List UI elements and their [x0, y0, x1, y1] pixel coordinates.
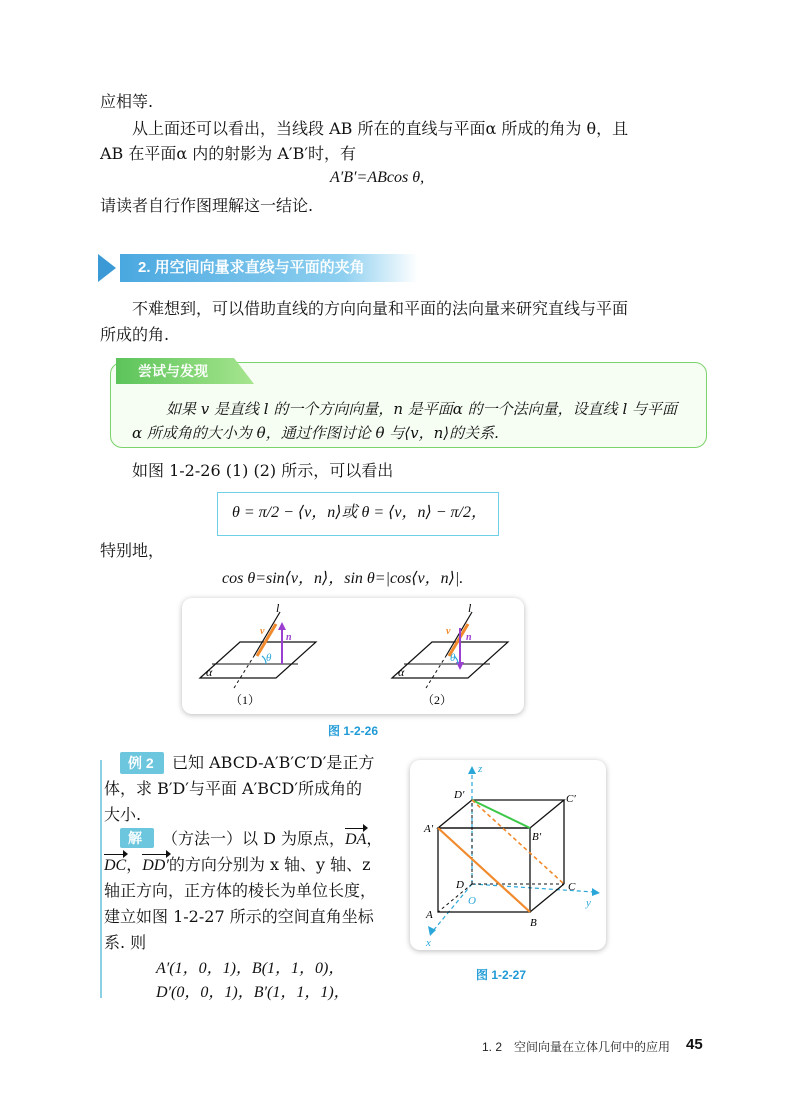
vector-DC: DC: [104, 853, 126, 879]
subfigure-2: [392, 601, 508, 707]
label-B1: B′: [532, 831, 542, 843]
text-line: [162, 826, 382, 853]
coordinates-line: A′(1，0，1)，B(1，1，0)，: [156, 960, 345, 977]
figure-1-2-26: [182, 598, 524, 714]
text-line: 系. 则: [104, 933, 147, 952]
vector-DA: DA: [345, 827, 366, 853]
label-O: O: [468, 895, 476, 907]
vector-n-arrowhead: [278, 622, 286, 630]
label-A: A: [426, 909, 433, 921]
text-line: 轴正方向，正方体的棱长为单位长度，: [104, 881, 377, 900]
label-C: C: [568, 881, 576, 893]
label-A1: A′: [424, 823, 434, 835]
figure-1-2-27: [410, 760, 606, 950]
y-axis-arrowhead: [592, 888, 600, 896]
banner-arrow-icon: [98, 254, 116, 282]
z-axis-arrowhead: [468, 766, 476, 774]
formula: cos θ=sin⟨v，n⟩，sin θ=|cos⟨v，n⟩|.: [222, 570, 464, 587]
label-alpha: α: [398, 665, 405, 679]
text-segment: ，: [126, 855, 143, 874]
text-segment: （方法一）以 D 为原点，: [162, 829, 346, 848]
text-line: α 所成角的大小为 θ，通过作图讨论 θ 与⟨v，n⟩的关系.: [132, 424, 499, 442]
text-line: 体，求 B′D′与平面 A′BCD′所成角的: [104, 779, 362, 798]
label-B: B: [530, 917, 537, 929]
subfigure-1: [200, 601, 316, 707]
label-theta: θ: [450, 652, 456, 664]
label-D1: D′: [454, 789, 465, 801]
text-line: 如果 v 是直线 l 的一个方向向量，n 是平面α 的一个法向量，设直线 l 与平面: [166, 400, 678, 418]
text-line: 建立如图 1-2-27 所示的空间直角坐标: [104, 907, 374, 926]
label-v: v: [446, 626, 451, 637]
subfigure-label: （1）: [230, 693, 261, 707]
example-side-rule: [100, 760, 102, 998]
y-axis: [472, 884, 594, 892]
solution-badge-label: 解: [128, 830, 142, 846]
label-n: n: [286, 632, 292, 643]
formula: A′B′=ABcos θ,: [330, 169, 425, 186]
label-alpha: α: [206, 665, 213, 679]
text-line: 不难想到，可以借助直线的方向向量和平面的法向量来研究直线与平面: [132, 299, 629, 318]
label-v: v: [260, 626, 265, 637]
segment-A1B: [438, 828, 530, 912]
text-line: 大小.: [104, 805, 142, 824]
label-l: l: [468, 601, 472, 615]
boxed-formula: θ = π/2 − ⟨v，n⟩或 θ = ⟨v，n⟩ − π/2，: [232, 504, 488, 521]
x-axis-arrowhead: [428, 926, 436, 936]
example-badge-label: 例 2: [128, 755, 154, 771]
figure-caption: 图 1-2-27: [476, 968, 527, 982]
label-n: n: [466, 632, 472, 643]
segment-D1B1: [472, 800, 530, 828]
label-z: z: [478, 763, 483, 775]
vector-DD1: DD′: [142, 853, 169, 879]
label-D: D: [456, 879, 464, 891]
subfigure-label: （2）: [422, 693, 453, 707]
edge-DA-hidden: [438, 884, 472, 912]
figure-caption: 图 1-2-26: [328, 724, 379, 738]
try-label: 尝试与发现: [138, 363, 208, 379]
label-theta: θ: [266, 652, 272, 664]
cube-drawing: [410, 760, 606, 950]
text-line: 从上面还可以看出，当线段 AB 所在的直线与平面α 所成的角为 θ，且: [132, 119, 629, 138]
text-line: 如图 1-2-26 (1) (2) 所示，可以看出: [132, 461, 394, 480]
text-segment: 的方向分别为 x 轴、y 轴、z: [168, 855, 371, 874]
text-line: 应相等.: [100, 92, 154, 111]
label-y: y: [586, 897, 591, 909]
text-line: 特别地，: [100, 541, 165, 560]
text-line: 所成的角.: [100, 325, 170, 344]
text-segment: ，: [366, 829, 383, 848]
label-l: l: [276, 601, 280, 615]
label-C1: C′: [566, 793, 576, 805]
text-line: [104, 852, 371, 879]
plane-alpha: [200, 642, 316, 678]
text-line: 请读者自行作图理解这一结论.: [100, 196, 314, 215]
footer-section-title: 1. 2 空间向量在立体几何中的应用: [482, 1040, 671, 1054]
page-number: 45: [686, 1036, 703, 1053]
label-x: x: [426, 937, 431, 949]
section-title: 2. 用空间向量求直线与平面的夹角: [138, 259, 365, 276]
figure-1-2-26-drawing: [182, 598, 524, 714]
text-line: AB 在平面α 内的射影为 A′B′时，有: [100, 144, 356, 163]
coordinates-line: D′(0，0，1)，B′(1，1，1)，: [156, 984, 350, 1001]
text-line: 已知 ABCD-A′B′C′D′是正方: [172, 753, 375, 772]
